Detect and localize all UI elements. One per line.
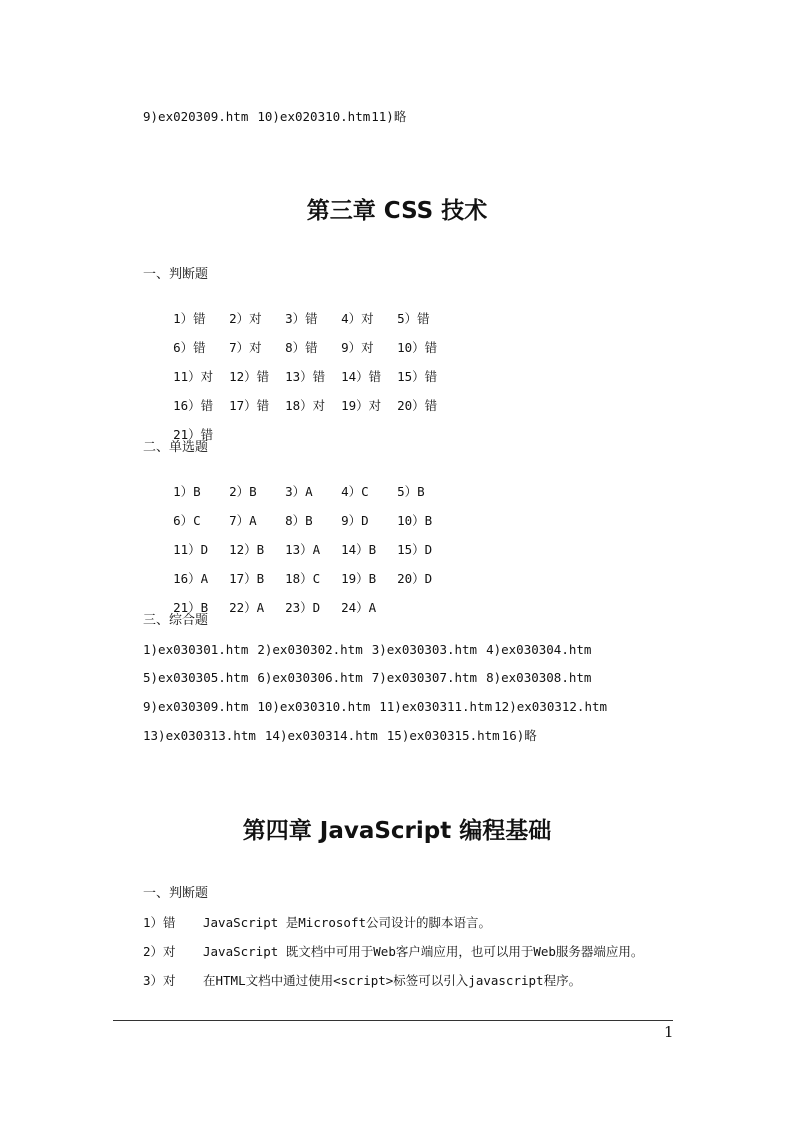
answer-item: 9）对 [341,340,374,355]
file-item: 2)ex030302.htm [257,642,363,657]
file-item: 12)ex030312.htm [494,699,608,714]
file-item: 11)略 [371,109,407,124]
judge-text: JavaScript 是Microsoft公司设计的脚本语言。 [203,915,492,930]
comprehensive-row [143,699,616,715]
answer-item: 6）错 [173,340,206,355]
answer-item: 2）对 [229,311,262,326]
answer-item: 20）D [397,571,433,586]
file-item: 5)ex030305.htm [143,670,249,685]
answer-item: 5）B [397,484,425,499]
answer-item: 11）对 [173,369,214,384]
answer-item: 4）C [341,484,369,499]
judge-statement [143,973,581,989]
judge-text: JavaScript 既文档中可用于Web客户端应用，也可以用于Web服务器端应用。 [203,944,644,959]
answer-item: 15）错 [397,369,438,384]
file-item: 1)ex030301.htm [143,642,249,657]
file-item: 7)ex030307.htm [371,670,478,685]
answer-item: 11）D [173,542,209,557]
file-item: 9)ex030309.htm [143,699,249,714]
answer-item: 24）A [341,600,377,615]
chapter3-title: 第三章 CSS 技术 [306,198,488,224]
file-item: 8)ex030308.htm [486,670,592,685]
answer-item: 1）错 [173,311,206,326]
judge-statement [143,915,491,931]
judge-mark: 2）对 [143,944,176,959]
file-item: 16)略 [501,728,537,743]
answer-item: 1）B [173,484,201,499]
file-item: 4)ex030304.htm [486,642,592,657]
answer-item: 14）错 [341,369,382,384]
comprehensive-row [143,642,600,658]
answer-item: 18）C [285,571,321,586]
file-item: 13)ex030313.htm [143,728,256,743]
chapter3-comprehensive-header: 三、综合题 [143,613,209,628]
answer-item: 10）B [397,513,433,528]
judge-statement [143,944,643,960]
answer-item: 13）错 [285,369,326,384]
answer-item: 7）对 [229,340,262,355]
file-item: 6)ex030306.htm [257,670,363,685]
page-number: 1 [664,1023,674,1041]
answer-item: 22）A [229,600,265,615]
answer-item: 9）D [341,513,369,528]
chapter2-files-line [143,109,415,125]
chapter3-judge-header: 一、判断题 [143,267,209,282]
answer-item: 12）B [229,542,265,557]
answer-item: 8）错 [285,340,318,355]
answer-item: 15）D [397,542,433,557]
answer-item: 12）错 [229,369,270,384]
answer-item: 19）B [341,571,377,586]
file-item: 10)ex030310.htm [257,699,371,714]
file-item: 11)ex030311.htm [379,699,493,714]
answer-item: 3）A [285,484,313,499]
judge-mark: 3）对 [143,973,176,988]
comprehensive-row [143,670,600,686]
judge-mark: 1）错 [143,915,176,930]
answer-item: 21）错 [173,427,214,442]
answer-item: 20）错 [397,398,438,413]
file-item: 15)ex030315.htm [386,728,500,743]
answer-item: 2）B [229,484,257,499]
answer-item: 14）B [341,542,377,557]
chapter4-title: 第四章 JavaScript 编程基础 [242,818,552,844]
answer-item: 16）错 [173,398,214,413]
answer-item: 6）C [173,513,201,528]
file-item: 3)ex030303.htm [371,642,478,657]
footer-divider [113,1020,673,1021]
answer-item: 8）B [285,513,313,528]
file-item: 14)ex030314.htm [264,728,378,743]
answer-item: 23）D [285,600,321,615]
answer-item: 4）对 [341,311,374,326]
answer-item: 17）B [229,571,265,586]
answer-item: 13）A [285,542,321,557]
file-item: 9)ex020309.htm [143,109,249,124]
judge-text: 在HTML文档中通过使用<script>标签可以引入javascript程序。 [203,973,582,988]
answer-item: 19）对 [341,398,382,413]
chapter4-judge-header: 一、判断题 [143,886,209,901]
answer-item: 5）错 [397,311,430,326]
answer-item: 17）错 [229,398,270,413]
answer-item: 16）A [173,571,209,586]
answer-item: 18）对 [285,398,326,413]
file-item: 10)ex020310.htm [257,109,371,124]
answer-item: 21）B [173,600,209,615]
answer-item: 3）错 [285,311,318,326]
chapter3-single-header: 二、单选题 [143,440,209,455]
answer-item: 10）错 [397,340,438,355]
answer-item: 7）A [229,513,257,528]
comprehensive-row [143,728,546,744]
